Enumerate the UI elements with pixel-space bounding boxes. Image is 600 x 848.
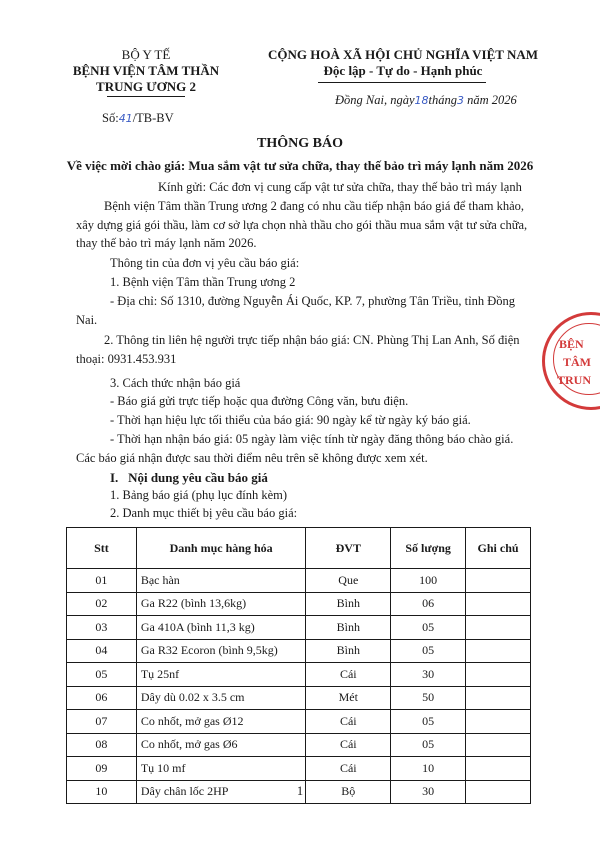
- col-header-qty: Số lượng: [391, 528, 466, 569]
- cell-stt: 05: [67, 663, 137, 687]
- method-line-2: - Thời hạn hiệu lực tối thiểu của báo giá: 90 ngày kể từ ngày ký báo giá.: [110, 413, 471, 427]
- address-line-2: Nai.: [76, 313, 98, 327]
- table-row: [67, 757, 531, 781]
- method-line-3: - Thời hạn nhận báo giá: 05 ngày làm việc tính từ ngày đăng thông báo chào giá.: [110, 432, 514, 446]
- cell-unit: Bình: [306, 592, 391, 616]
- cell-unit: Bình: [306, 639, 391, 663]
- ref-suffix: /TB-BV: [132, 111, 174, 125]
- col-header-name: Danh mục hàng hóa: [136, 528, 306, 569]
- cell-name: Tụ 10 mf: [136, 757, 306, 781]
- cell-note: [466, 686, 531, 710]
- date-month-label: tháng: [428, 93, 457, 107]
- cell-name: Co nhốt, mở gas Ø6: [136, 733, 306, 757]
- cell-stt: 09: [67, 757, 137, 781]
- cell-qty: 30: [391, 663, 466, 687]
- cell-stt: 10: [67, 780, 137, 804]
- contact-line-2: thoại: 0931.453.931: [76, 352, 177, 366]
- cell-note: [466, 710, 531, 734]
- section-number: I.: [110, 470, 119, 485]
- cell-qty: 05: [391, 616, 466, 640]
- cell-note: [466, 592, 531, 616]
- ref-prefix: Số:: [102, 111, 119, 125]
- hospital-name-line2: TRUNG ƯƠNG 2: [96, 79, 196, 94]
- cell-note: [466, 639, 531, 663]
- intro-line-2: xây dựng giá gói thầu, làm cơ sở lựa chọn nhà thầu cho gói thầu mua sắm vật tư sửa chữa,: [76, 218, 528, 232]
- requirement-2: 2. Danh mục thiết bị yêu cầu báo giá:: [110, 506, 298, 520]
- method-heading: 3. Cách thức nhận báo giá: [110, 376, 241, 390]
- cell-note: [466, 757, 531, 781]
- table-row: [67, 663, 531, 687]
- date-day-handwritten: 18: [414, 94, 429, 107]
- cell-stt: 03: [67, 616, 137, 640]
- date-line: [335, 93, 517, 108]
- cell-note: [466, 733, 531, 757]
- header-left-underline: [107, 96, 185, 97]
- document-subject: Về việc mời chào giá: Mua sắm vật tư sửa chữa, thay thế bảo trì máy lạnh năm 2026: [66, 158, 534, 173]
- table-row: [67, 569, 531, 593]
- cell-qty: 05: [391, 733, 466, 757]
- intro-line-1: Bệnh viện Tâm thần Trung ương 2 đang có nhu cầu tiếp nhận báo giá để tham khảo,: [104, 199, 525, 213]
- cell-name: Ga R22 (bình 13,6kg): [136, 592, 306, 616]
- date-month-handwritten: 3: [457, 94, 464, 107]
- cell-unit: Mét: [306, 686, 391, 710]
- cell-stt: 06: [67, 686, 137, 710]
- cell-qty: 06: [391, 592, 466, 616]
- cell-name: Tụ 25nf: [136, 663, 306, 687]
- cell-unit: Cái: [306, 733, 391, 757]
- table-row: [67, 710, 531, 734]
- address-line-1: - Địa chỉ: Số 1310, đường Nguyễn Ái Quốc, KP. 7, phường Tân Triều, tỉnh Đồng: [110, 294, 516, 308]
- contact-line-1: 2. Thông tin liên hệ người trực tiếp nhận báo giá: CN. Phùng Thị Lan Anh, Số điện: [104, 333, 520, 347]
- requirement-1: 1. Bảng báo giá (phụ lục đính kèm): [110, 488, 288, 502]
- cell-unit: Cái: [306, 757, 391, 781]
- cell-qty: 05: [391, 639, 466, 663]
- info-heading: Thông tin của đơn vị yêu cầu báo giá:: [110, 256, 300, 270]
- ref-handwritten-number: 41: [118, 112, 133, 125]
- col-header-stt: Stt: [67, 528, 137, 569]
- col-header-note: Ghi chú: [466, 528, 531, 569]
- nation-title: CỘNG HOÀ XÃ HỘI CHỦ NGHĨA VIỆT NAM: [267, 47, 539, 62]
- stamp-text-2: TÂM: [563, 355, 591, 369]
- cell-qty: 100: [391, 569, 466, 593]
- cell-note: [466, 569, 531, 593]
- cell-stt: 04: [67, 639, 137, 663]
- cell-unit: Cái: [306, 710, 391, 734]
- reference-number: [102, 111, 174, 126]
- cell-stt: 08: [67, 733, 137, 757]
- cell-name: Co nhốt, mở gas Ø12: [136, 710, 306, 734]
- cell-name: Bạc hàn: [136, 569, 306, 593]
- hospital-name-line1: BỆNH VIỆN TÂM THẦN: [72, 63, 220, 78]
- stamp-text-1: BỆN: [559, 337, 584, 351]
- document-heading: THÔNG BÁO: [257, 136, 343, 151]
- table-row: [67, 686, 531, 710]
- cell-qty: 10: [391, 757, 466, 781]
- national-motto: Độc lập - Tự do - Hạnh phúc: [323, 63, 483, 78]
- equipment-table: [66, 527, 531, 804]
- date-year: năm 2026: [467, 93, 517, 107]
- table-row: [67, 616, 531, 640]
- page-number: 1: [296, 784, 304, 798]
- cell-stt: 02: [67, 592, 137, 616]
- table-header-row: [67, 528, 531, 569]
- col-header-unit: ĐVT: [306, 528, 391, 569]
- info-item-1: 1. Bệnh viện Tâm thần Trung ương 2: [110, 275, 296, 289]
- date-place: Đồng Nai, ngày: [335, 93, 415, 107]
- table-row: [67, 592, 531, 616]
- cell-unit: Bình: [306, 616, 391, 640]
- header-right-underline: [318, 82, 486, 83]
- table-row: [67, 639, 531, 663]
- cell-stt: 07: [67, 710, 137, 734]
- section-heading: [110, 470, 268, 486]
- cell-name: Dây chân lốc 2HP: [136, 780, 306, 804]
- stamp-text-3: TRUN: [557, 373, 592, 387]
- cell-unit: Cái: [306, 663, 391, 687]
- cell-qty: 05: [391, 710, 466, 734]
- cell-unit: Que: [306, 569, 391, 593]
- cell-name: Dây dù 0.02 x 3.5 cm: [136, 686, 306, 710]
- cell-unit: Bộ: [306, 780, 391, 804]
- cell-qty: 50: [391, 686, 466, 710]
- cell-name: Ga 410A (bình 11,3 kg): [136, 616, 306, 640]
- method-line-4: Các báo giá nhận được sau thời điểm nêu trên sẽ không được xem xét.: [76, 451, 428, 465]
- section-title: Nội dung yêu cầu báo giá: [128, 470, 268, 485]
- intro-line-3: thay thế bảo trì máy lạnh năm 2026.: [76, 236, 257, 250]
- table-row: [67, 733, 531, 757]
- cell-stt: 01: [67, 569, 137, 593]
- recipient-line: Kính gửi: Các đơn vị cung cấp vật tư sửa chữa, thay thế bảo trì máy lạnh: [158, 180, 522, 194]
- cell-note: [466, 663, 531, 687]
- cell-note: [466, 616, 531, 640]
- ministry-name: BỘ Y TẾ: [121, 47, 171, 62]
- cell-name: Ga R32 Ecoron (bình 9,5kg): [136, 639, 306, 663]
- red-seal-stamp: [542, 312, 600, 410]
- cell-qty: 30: [391, 780, 466, 804]
- method-line-1: - Báo giá gửi trực tiếp hoặc qua đường Công văn, bưu điện.: [110, 394, 409, 408]
